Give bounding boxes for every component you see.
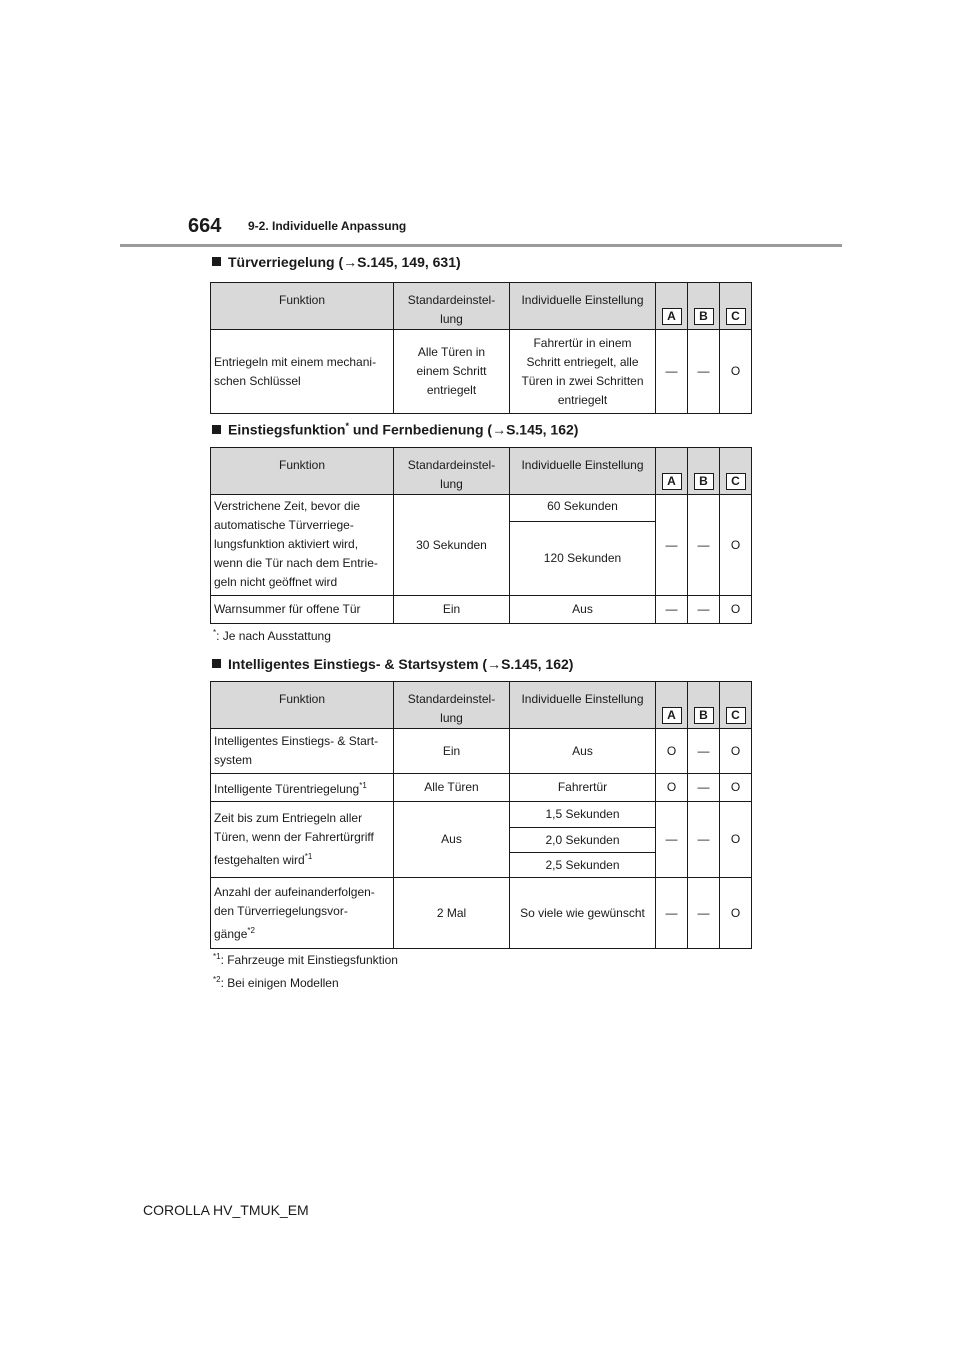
cell-b: — bbox=[688, 802, 720, 878]
footnote-2: $^{*2}$: Bei einigen Modellen bbox=[213, 975, 339, 990]
box-a: A bbox=[662, 308, 682, 325]
cell-option: 60 Sekunden bbox=[510, 495, 656, 522]
cell-a: O bbox=[656, 774, 688, 802]
header-funktion: Funktion bbox=[211, 283, 394, 330]
footnote-1: $^{*1}$: Fahrzeuge mit Einstiegsfunktion bbox=[213, 952, 398, 967]
table-row bbox=[211, 802, 752, 828]
header-funktion: Funktion bbox=[211, 682, 394, 729]
cell-c: O bbox=[720, 802, 752, 878]
cell-c: O bbox=[720, 495, 752, 596]
section-title-text: Türverriegelung (→S.145, 149, 631) bbox=[228, 254, 461, 270]
cell-b: — bbox=[688, 596, 720, 624]
cell-b: — bbox=[688, 495, 720, 596]
header-a bbox=[656, 448, 688, 495]
cell-b: — bbox=[688, 729, 720, 774]
cell-standard: 2 Mal bbox=[394, 878, 510, 949]
cell-individuell: Fahrertür bbox=[510, 774, 656, 802]
header-c bbox=[720, 283, 752, 330]
header-funktion: Funktion bbox=[211, 448, 394, 495]
header-rule bbox=[120, 244, 842, 247]
cell-funktion: Warnsummer für offene Tür bbox=[211, 596, 394, 624]
chapter-title: 9-2. Individuelle Anpassung bbox=[248, 219, 407, 233]
cell-individuell: Aus bbox=[510, 729, 656, 774]
header-individuell: Individuelle Einstellung bbox=[510, 283, 656, 330]
cell-standard: Alle Türen in einem Schritt entriegelt bbox=[394, 330, 510, 414]
footnote-star: *: Je nach Ausstattung bbox=[213, 628, 331, 643]
cell-a: — bbox=[656, 330, 688, 414]
table-row bbox=[211, 878, 752, 949]
header-standard: Standardeinstel- lung bbox=[394, 283, 510, 330]
page-number: 664 bbox=[188, 215, 222, 237]
square-bullet-icon bbox=[212, 425, 221, 434]
table-header-row bbox=[211, 448, 752, 495]
table-row bbox=[211, 774, 752, 802]
box-c: C bbox=[726, 707, 746, 724]
cell-funktion: Intelligentes Einstiegs- & Start- system bbox=[211, 729, 394, 774]
header-b bbox=[688, 283, 720, 330]
header-individuell: Individuelle Einstellung bbox=[510, 448, 656, 495]
cell-funktion: Anzahl der aufeinanderfolgen- den Türverriegelungsvor- gänge$^{*2}$ bbox=[211, 878, 394, 949]
cell-funktion: Entriegeln mit einem mechani- schen Schlüssel bbox=[211, 330, 394, 414]
header-individuell: Individuelle Einstellung bbox=[510, 682, 656, 729]
section-title-entry-remote: Einstiegsfunktion* und Fernbedienung (→S.145, 162) bbox=[212, 421, 578, 438]
cell-individuell: Fahrertür in einem Schritt entriegelt, alle Türen in zwei Schritten entriegelt bbox=[510, 330, 656, 414]
cell-funktion: Zeit bis zum Entriegeln aller Türen, wenn der Fahrertürgriff festgehalten wird$^{*1}$ bbox=[211, 802, 394, 878]
cell-c: O bbox=[720, 774, 752, 802]
cell-c: O bbox=[720, 330, 752, 414]
box-c: C bbox=[726, 473, 746, 490]
section-title-text: Intelligentes Einstiegs- & Startsystem (→S.145, 162) bbox=[228, 656, 574, 672]
cell-c: O bbox=[720, 596, 752, 624]
cell-a: — bbox=[656, 878, 688, 949]
header-standard: Standardeinstel- lung bbox=[394, 682, 510, 729]
header-c bbox=[720, 448, 752, 495]
cell-option: 1,5 Sekunden bbox=[510, 802, 656, 828]
cell-standard: Alle Türen bbox=[394, 774, 510, 802]
header-c bbox=[720, 682, 752, 729]
box-a: A bbox=[662, 473, 682, 490]
cell-option: 2,5 Sekunden bbox=[510, 853, 656, 878]
cell-individuell: So viele wie gewünscht bbox=[510, 878, 656, 949]
table-entry-remote bbox=[210, 447, 752, 624]
square-bullet-icon bbox=[212, 659, 221, 668]
cell-a: — bbox=[656, 802, 688, 878]
box-a: A bbox=[662, 707, 682, 724]
cell-a: O bbox=[656, 729, 688, 774]
table-row bbox=[211, 495, 752, 522]
cell-a: — bbox=[656, 495, 688, 596]
square-bullet-icon bbox=[212, 257, 221, 266]
cell-a: — bbox=[656, 596, 688, 624]
table-door-lock bbox=[210, 282, 752, 414]
footer-model-code: COROLLA HV_TMUK_EM bbox=[143, 1202, 309, 1218]
cell-standard: Ein bbox=[394, 596, 510, 624]
cell-b: — bbox=[688, 878, 720, 949]
box-b: B bbox=[694, 308, 714, 325]
cell-c: O bbox=[720, 729, 752, 774]
table-row bbox=[211, 596, 752, 624]
header-standard: Standardeinstel- lung bbox=[394, 448, 510, 495]
header-b bbox=[688, 448, 720, 495]
cell-standard: 30 Sekunden bbox=[394, 495, 510, 596]
cell-funktion: Intelligente Türentriegelung$^{*1}$ bbox=[211, 774, 394, 802]
cell-b: — bbox=[688, 774, 720, 802]
table-header-row bbox=[211, 283, 752, 330]
section-title-door-lock bbox=[212, 254, 461, 270]
cell-option: 2,0 Sekunden bbox=[510, 828, 656, 853]
section-title-smart-entry bbox=[212, 656, 573, 672]
table-smart-entry bbox=[210, 681, 752, 949]
table-header-row bbox=[211, 682, 752, 729]
table-row bbox=[211, 729, 752, 774]
box-b: B bbox=[694, 707, 714, 724]
cell-funktion: Verstrichene Zeit, bevor die automatische Türverriege- lungsfunktion aktiviert wird, wenn die Tür nach dem Entrie- geln nicht geöffnet wird bbox=[211, 495, 394, 596]
cell-c: O bbox=[720, 878, 752, 949]
cell-standard: Aus bbox=[394, 802, 510, 878]
cell-b: — bbox=[688, 330, 720, 414]
cell-individuell: Aus bbox=[510, 596, 656, 624]
cell-standard: Ein bbox=[394, 729, 510, 774]
header-a bbox=[656, 283, 688, 330]
table-row bbox=[211, 330, 752, 414]
cell-option: 120 Sekunden bbox=[510, 522, 656, 596]
header-a bbox=[656, 682, 688, 729]
box-c: C bbox=[726, 308, 746, 325]
box-b: B bbox=[694, 473, 714, 490]
header-b bbox=[688, 682, 720, 729]
